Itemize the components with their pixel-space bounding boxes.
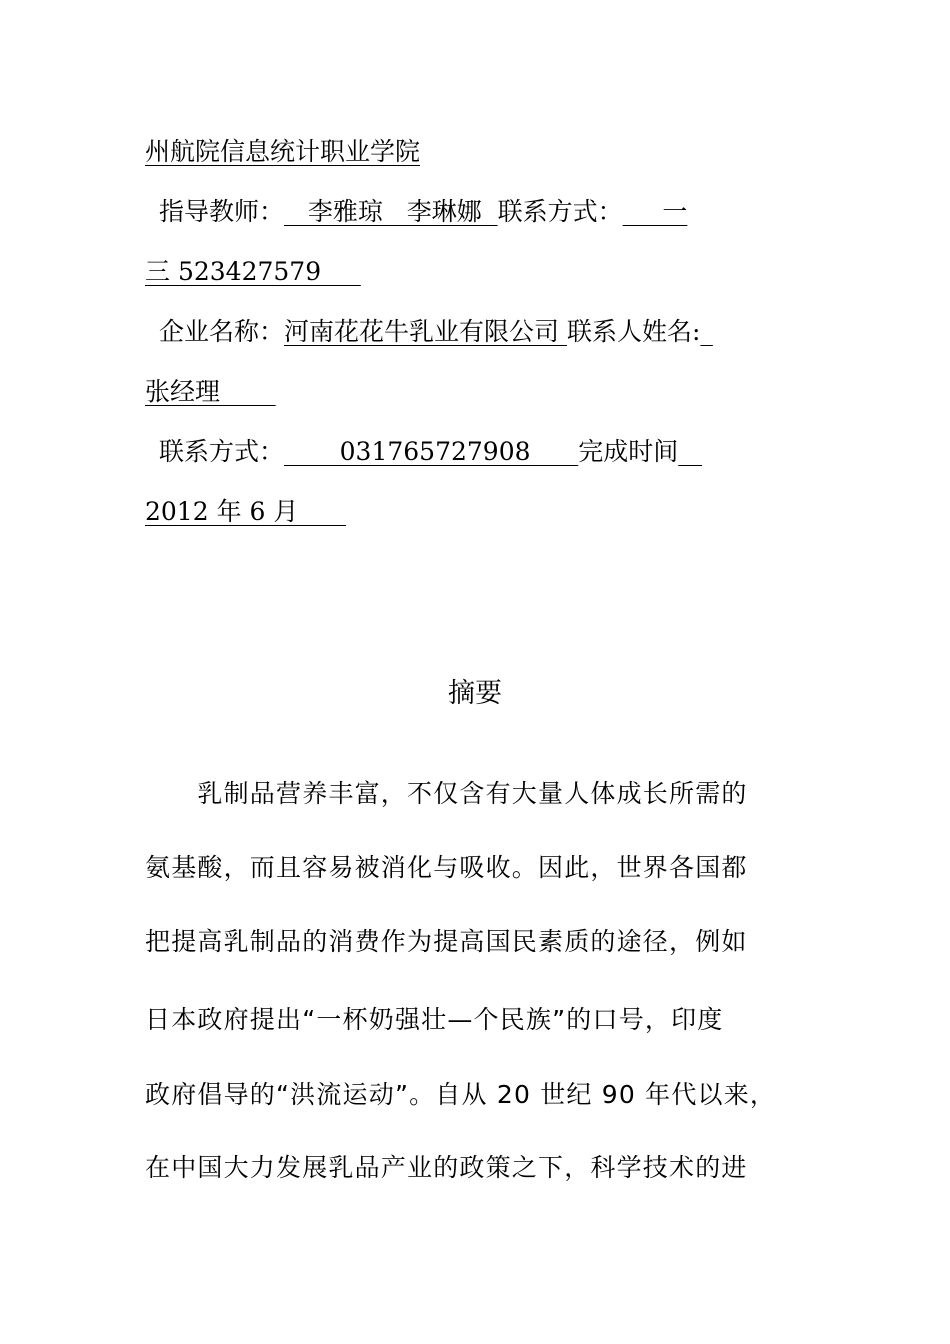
abstract-title: 摘要 bbox=[448, 678, 502, 709]
completion-date: 2012 年 6 月 bbox=[145, 497, 347, 526]
advisor-contact-value: 一 bbox=[622, 197, 688, 226]
company-line bbox=[145, 316, 713, 348]
company-name: 河南花花牛乳业有限公司 bbox=[284, 317, 567, 346]
completion-line bbox=[145, 496, 346, 528]
phone-value: 031765727908 bbox=[284, 437, 579, 466]
contact-person-label: 联系人姓名: bbox=[566, 317, 701, 346]
contact-person-blank: _ bbox=[700, 317, 713, 346]
abstract-line: 乳制品营养丰富，不仅含有大量人体成长所需的 bbox=[145, 779, 748, 808]
abstract-line: 日本政府提出“一杯奶强壮—个民族”的口号，印度 bbox=[145, 1005, 724, 1034]
advisor-contact-label: 联系方式： bbox=[497, 197, 623, 226]
advisor-contact-continued bbox=[145, 256, 361, 288]
completion-label: 完成时间 bbox=[578, 437, 679, 466]
advisor-names: 李雅琼 李琳娜 bbox=[284, 197, 498, 226]
school-name: 州航院信息统计职业学院 bbox=[145, 137, 421, 166]
abstract-line: 政府倡导的“洪流运动”。自从 20 世纪 90 年代以来， bbox=[145, 1080, 777, 1109]
abstract-line: 氨基酸，而且容易被消化与吸收。因此，世界各国都 bbox=[145, 853, 748, 882]
advisor-line bbox=[145, 196, 687, 228]
school-line bbox=[145, 136, 420, 168]
contact-person-name: 张经理 bbox=[145, 377, 276, 406]
advisor-label: 指导教师： bbox=[159, 197, 285, 226]
phone-line bbox=[145, 436, 702, 468]
phone-label: 联系方式： bbox=[159, 437, 285, 466]
abstract-line: 在中国大力发展乳品产业的政策之下，科学技术的进 bbox=[145, 1153, 748, 1182]
abstract-line: 把提高乳制品的消费作为提高国民素质的途径，例如 bbox=[145, 927, 748, 956]
completion-blank bbox=[678, 437, 702, 466]
company-label: 企业名称： bbox=[159, 317, 285, 346]
contact-person-line bbox=[145, 376, 276, 408]
advisor-phone: 三 523427579 bbox=[145, 257, 361, 286]
